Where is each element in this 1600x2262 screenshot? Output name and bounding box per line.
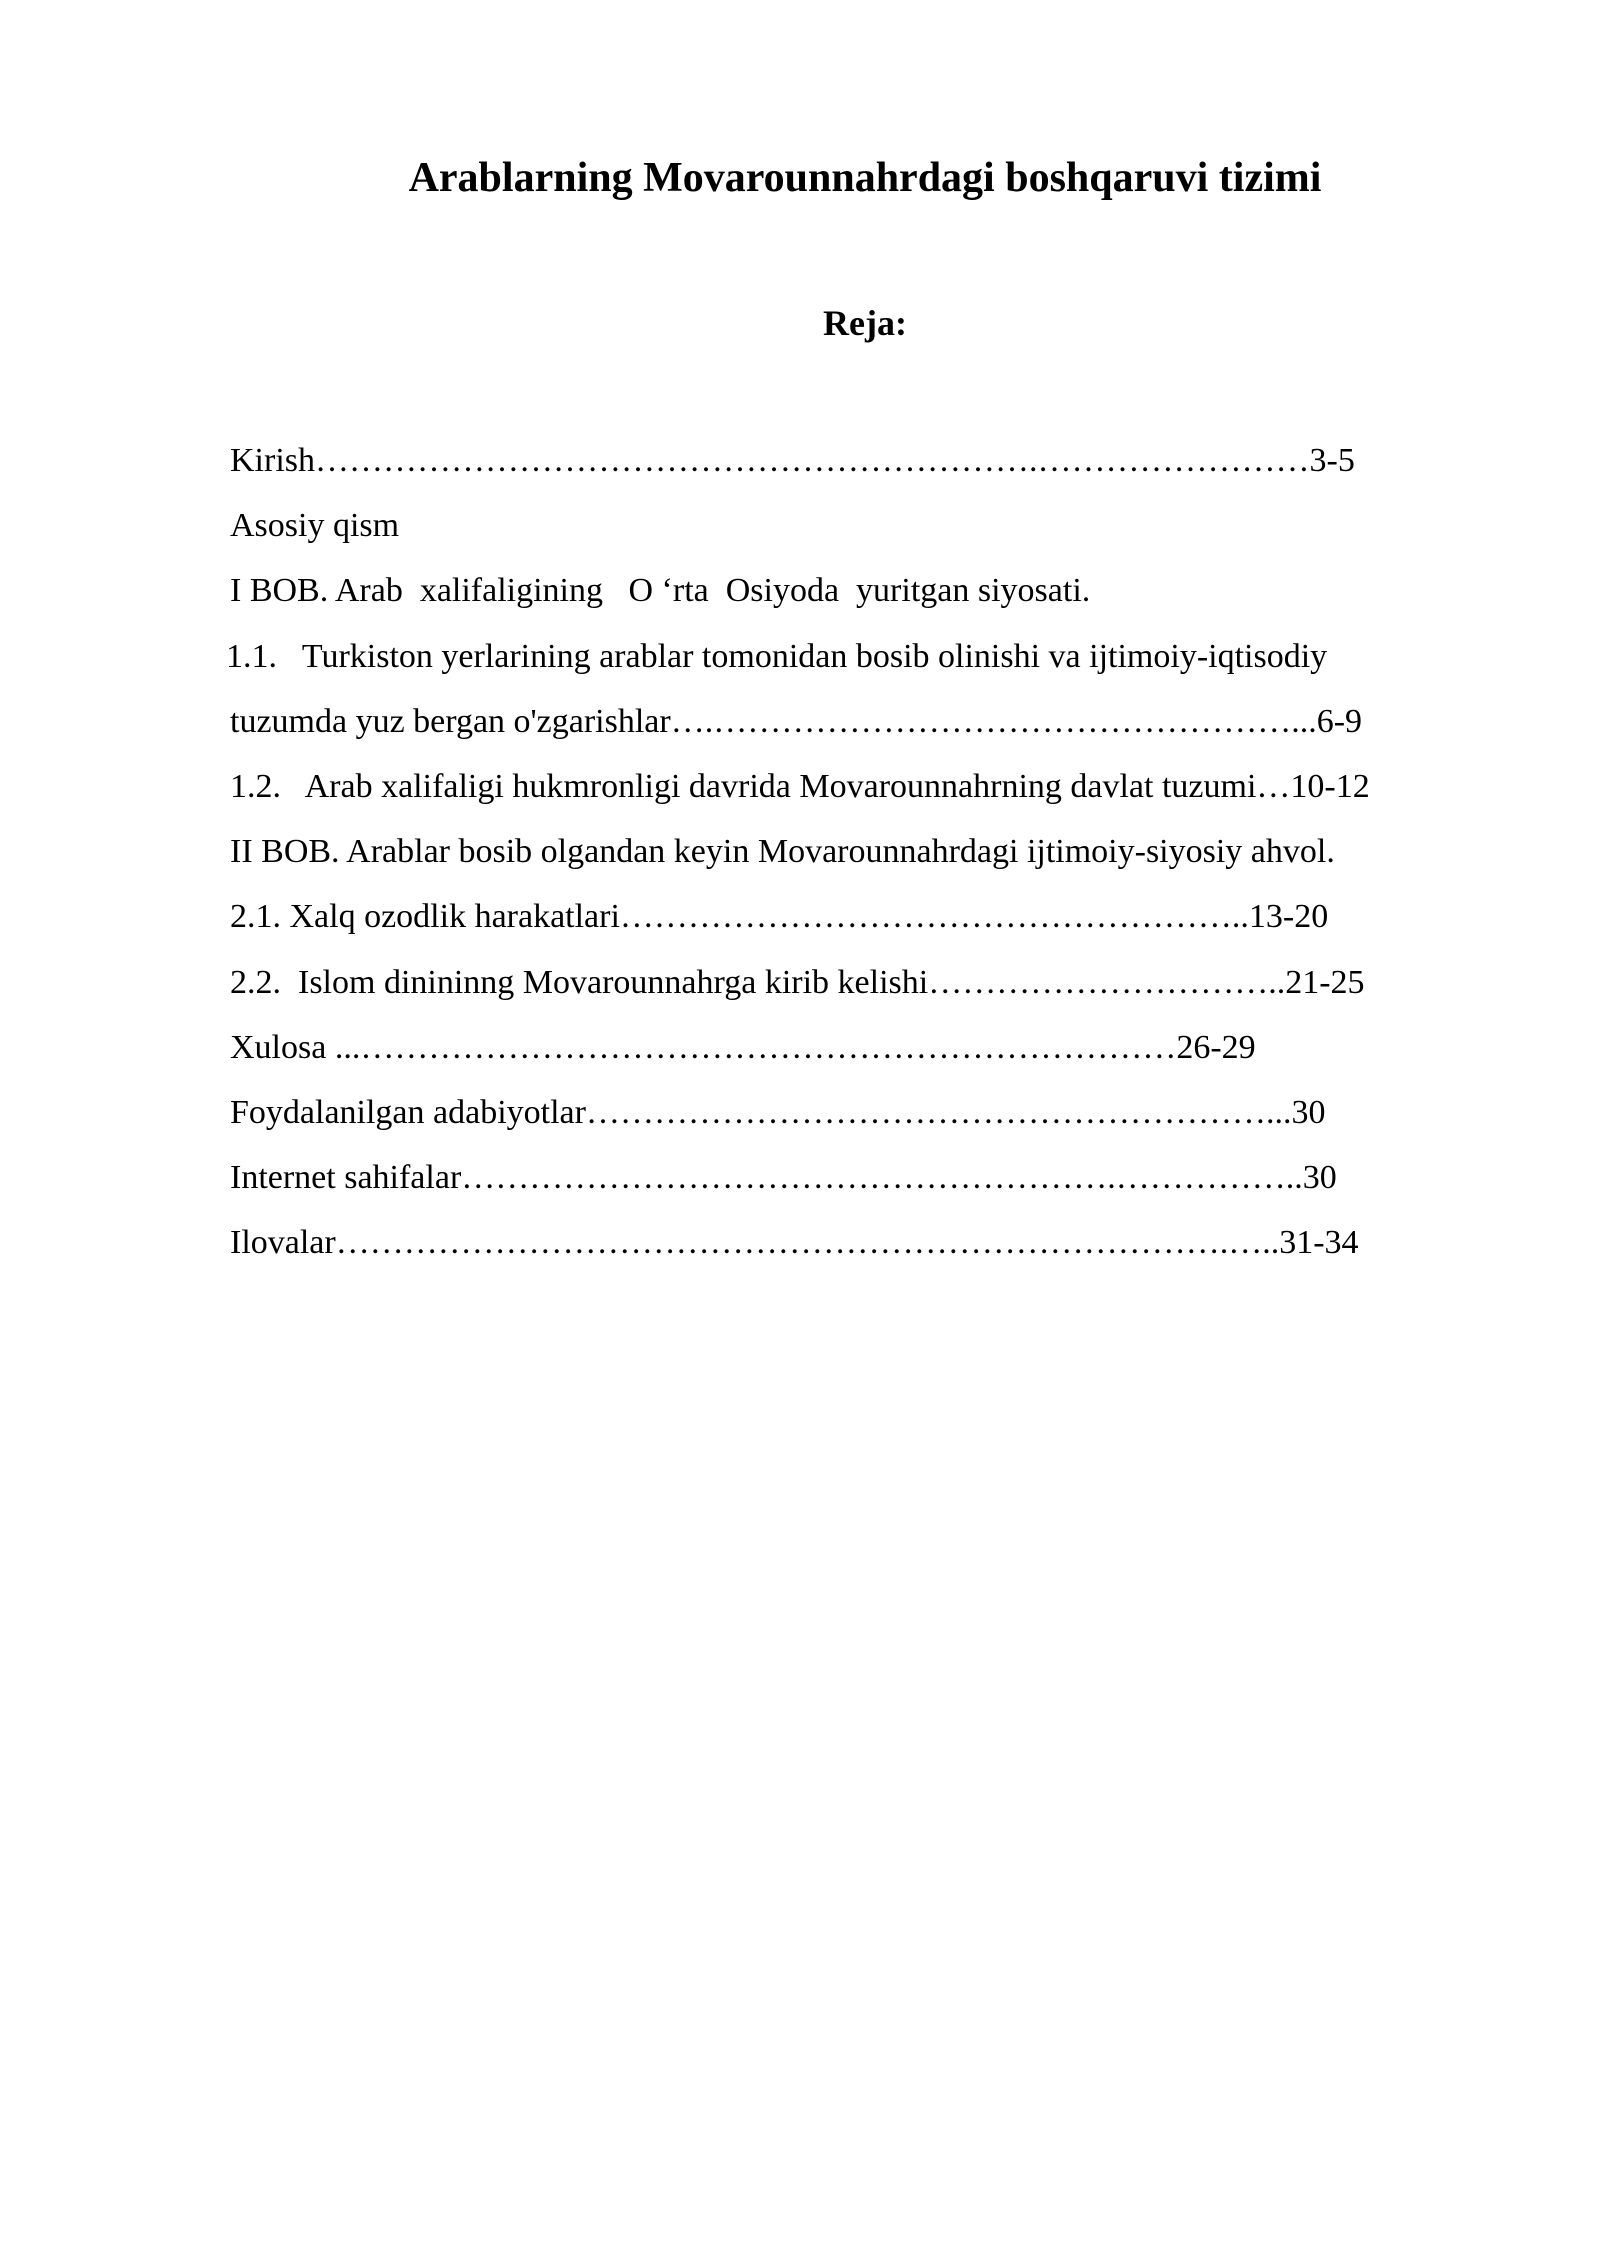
table-of-contents xyxy=(226,428,1510,1275)
toc-entry-1-1: 1.1. Turkiston yerlarining arablar tomonidan bosib olinishi va ijtimoiy-iqtisodiy xyxy=(226,637,1328,675)
toc-entry-kirish: Kirish……………………………………………………….……………………3-5 xyxy=(230,442,1355,479)
toc-entry-2-2: 2.2. Islom dinininng Movarounnahrga kirib kelishi…………………………..21-25 xyxy=(230,963,1365,1001)
toc-entry-asosiy-qism: Asosiy qism xyxy=(230,507,400,545)
toc-entry-1-2: 1.2. Arab xalifaligi hukmronligi davrida Movarounnahrning davlat tuzumi…10-12 xyxy=(230,767,1370,805)
toc-entry-1-1-continued: tuzumda yuz bergan o'zgarishlar….……………………………………………...6-9 xyxy=(230,702,1363,740)
toc-entry-internet-sahifalar: Internet sahifalar………………………………………………….……………..30 xyxy=(230,1159,1337,1197)
toc-entry-chapter-1: I BOB. Arab xalifaligining O ‘rta Osiyoda yuritgan siyosati. xyxy=(230,572,1091,610)
plan-heading: Reja: xyxy=(823,303,907,343)
toc-entry-chapter-2: II BOB. Arablar bosib olgandan keyin Movarounnahrdagi ijtimoiy-siyosiy ahvol. xyxy=(230,833,1335,871)
toc-entry-xulosa: Xulosa ...………………………………………………………………26-29 xyxy=(230,1028,1256,1066)
toc-entry-ilovalar: Ilovalar…………………………………………………………………….…..31-34 xyxy=(230,1224,1359,1262)
toc-entry-foydalanilgan-adabiyotlar: Foydalanilgan adabiyotlar……………………………………………………...30 xyxy=(230,1093,1326,1131)
toc-entry-2-1: 2.1. Xalq ozodlik harakatlari………………………………………………..13-20 xyxy=(230,898,1329,936)
document-title: Arablarning Movarounnahrdagi boshqaruvi tizimi xyxy=(408,155,1322,201)
